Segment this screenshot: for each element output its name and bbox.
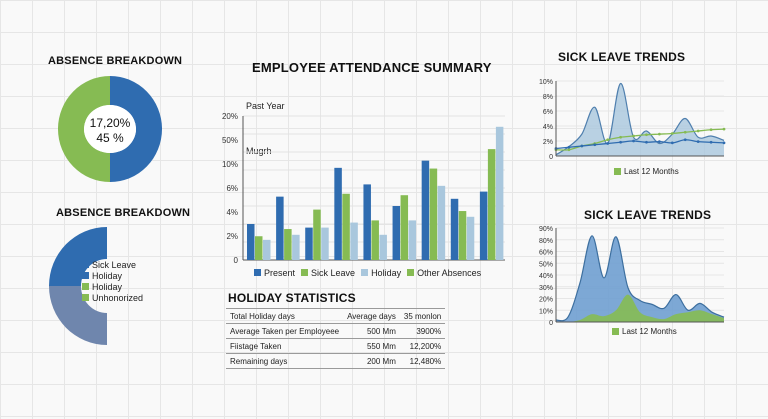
trend-point: [671, 141, 674, 144]
table-cell: Average Taken per Employeee: [226, 324, 343, 339]
legend-label: Sick Leave: [92, 259, 137, 270]
y-tick-label: 2%: [542, 139, 553, 146]
donut-center-value-1: 17,20%: [89, 116, 131, 130]
trend-point: [710, 141, 713, 144]
bar-holiday: [409, 220, 417, 260]
table-row: [226, 324, 445, 339]
legend-swatch: [82, 272, 89, 279]
bar-sick-leave: [255, 236, 263, 260]
legend-swatch: [407, 269, 414, 276]
y-tick-label: 40%: [538, 273, 553, 280]
y-tick-label: 8%: [542, 94, 553, 101]
bar-holiday: [379, 235, 387, 260]
sick-trends-title-2: SICK LEAVE TRENDS: [584, 208, 712, 222]
trend-point: [723, 141, 726, 144]
half-donut-title: ABSENCE BREAKDOWN: [56, 207, 191, 219]
trend-point: [568, 148, 571, 151]
table-cell: Remaining days: [226, 354, 343, 369]
y-tick-label: 6%: [226, 184, 238, 193]
bar-holiday: [496, 127, 504, 260]
y-tick-label: 2%: [226, 232, 238, 241]
half-donut-legend: [82, 259, 143, 303]
holiday-stats-table: [226, 308, 445, 369]
bar-present: [451, 199, 459, 260]
y-tick-label: 30%: [538, 284, 553, 292]
bar-present: [363, 184, 371, 260]
y-tick-label: 10%: [538, 308, 553, 316]
y-tick-label: 4%: [542, 124, 553, 131]
sick-leave-trend-chart-1: [532, 76, 732, 164]
trend-point: [606, 138, 609, 141]
bar-holiday: [467, 217, 475, 260]
trend-point: [632, 135, 635, 138]
bar-present: [247, 224, 255, 260]
table-cell: 500 Mm: [343, 324, 400, 339]
bar-present: [422, 161, 430, 260]
legend-label: Unhonorized: [92, 292, 144, 303]
trend-point: [580, 145, 583, 148]
legend-label: Other Absences: [417, 267, 482, 278]
legend-label: Holiday: [92, 281, 123, 292]
legend-swatch: [82, 283, 89, 290]
half-donut-legend-item: [82, 281, 143, 292]
bar-sick-leave: [342, 194, 350, 260]
sick-trends-legend-2: [612, 326, 677, 337]
bar-sick-leave: [401, 195, 409, 260]
legend-label: Sick Leave: [311, 267, 356, 278]
trend-point: [593, 143, 596, 146]
donut-center-value-2: 45 %: [96, 131, 124, 145]
table-cell: 200 Mm: [343, 354, 400, 369]
donut-title: ABSENCE BREAKDOWN: [48, 55, 183, 67]
legend-swatch: [301, 269, 308, 276]
legend-label: Last 12 Months: [624, 167, 679, 176]
bar-present: [276, 197, 284, 260]
trend-point: [684, 138, 687, 141]
main-legend-item: [361, 267, 401, 278]
bar-present: [305, 228, 313, 260]
trend-point: [645, 141, 648, 144]
table-cell: 3900%: [400, 324, 445, 339]
main-legend-item: [301, 267, 355, 278]
main-chart-title: EMPLOYEE ATTENDANCE SUMMARY: [252, 60, 492, 75]
main-legend-item: [407, 267, 481, 278]
bar-holiday: [350, 223, 358, 260]
bar-holiday: [263, 240, 271, 260]
trend-point: [632, 140, 635, 143]
y-tick-label: 20%: [538, 296, 553, 304]
y-tick-label: 50%: [538, 261, 553, 269]
trend-point: [619, 136, 622, 139]
table-cell: 550 Mm: [343, 339, 400, 354]
table-cell: Total Holiday days: [226, 309, 343, 324]
table-row: [226, 339, 445, 354]
sick-trends-legend-1: [614, 166, 679, 177]
legend-swatch: [254, 269, 261, 276]
trend-point: [697, 130, 700, 133]
y-tick-label: 6%: [542, 109, 553, 116]
trend-point: [697, 140, 700, 143]
table-cell: 12,200%: [400, 339, 445, 354]
y-tick-label: 0: [233, 256, 238, 265]
bar-present: [334, 168, 342, 260]
trend-point: [723, 128, 726, 131]
table-cell: Average days: [343, 309, 400, 324]
legend-label: Holiday: [92, 270, 123, 281]
trend-point: [645, 133, 648, 136]
bar-sick-leave: [313, 210, 321, 260]
legend-label: Last 12 Months: [622, 327, 677, 336]
legend-swatch: [82, 294, 89, 301]
legend-swatch: [614, 168, 621, 175]
main-annotation-1: Past Year: [246, 101, 285, 111]
legend-swatch: [361, 269, 368, 276]
table-row: [226, 354, 445, 369]
bar-sick-leave: [284, 229, 292, 260]
attendance-bar-chart: [222, 105, 512, 270]
trend-point: [684, 131, 687, 134]
legend-swatch: [82, 261, 89, 268]
main-legend-item: [254, 267, 295, 278]
sick-leave-trend-chart-2: [532, 222, 732, 328]
trend-point: [658, 140, 661, 143]
table-cell: 12,480%: [400, 354, 445, 369]
y-tick-label: 4%: [226, 208, 238, 217]
trend-point: [710, 128, 713, 131]
y-tick-label: 10%: [538, 79, 553, 86]
bar-holiday: [321, 228, 329, 260]
bar-sick-leave: [459, 211, 467, 260]
half-donut-legend-item: [82, 292, 143, 303]
legend-label: Present: [264, 267, 296, 278]
y-tick-label: 0: [549, 154, 553, 161]
y-tick-label: 0: [549, 320, 553, 327]
bar-sick-leave: [430, 169, 438, 260]
y-tick-label: 20%: [222, 112, 238, 121]
trend-point: [619, 141, 622, 144]
trend-point: [671, 132, 674, 135]
main-annotation-2: Mugrh: [246, 146, 272, 156]
table-cell: Fiistage Taken: [226, 339, 343, 354]
y-tick-label: 80%: [538, 237, 553, 245]
bar-sick-leave: [488, 149, 496, 260]
holiday-stats-title: HOLIDAY STATISTICS: [228, 291, 356, 305]
bar-present: [393, 206, 401, 260]
trend-point: [658, 133, 661, 136]
table-row: [226, 309, 445, 324]
donut-chart: [58, 76, 168, 182]
trend-point: [568, 146, 571, 149]
half-donut-legend-item: [82, 270, 143, 281]
y-tick-label: 60%: [538, 249, 553, 257]
legend-swatch: [612, 328, 619, 335]
y-tick-label: 10%: [222, 160, 238, 169]
table-cell: 35 monlon: [400, 309, 445, 324]
y-tick-label: 50%: [222, 136, 238, 145]
y-tick-label: 90%: [538, 226, 553, 233]
trend-point: [606, 142, 609, 145]
main-chart-legend: [254, 267, 481, 278]
bar-present: [480, 192, 488, 260]
bar-sick-leave: [371, 220, 379, 260]
bar-holiday: [438, 186, 446, 260]
half-donut-legend-item: [82, 259, 143, 270]
sick-trends-title-1: SICK LEAVE TRENDS: [558, 50, 686, 64]
bar-holiday: [292, 235, 300, 260]
legend-label: Holiday: [371, 267, 402, 278]
